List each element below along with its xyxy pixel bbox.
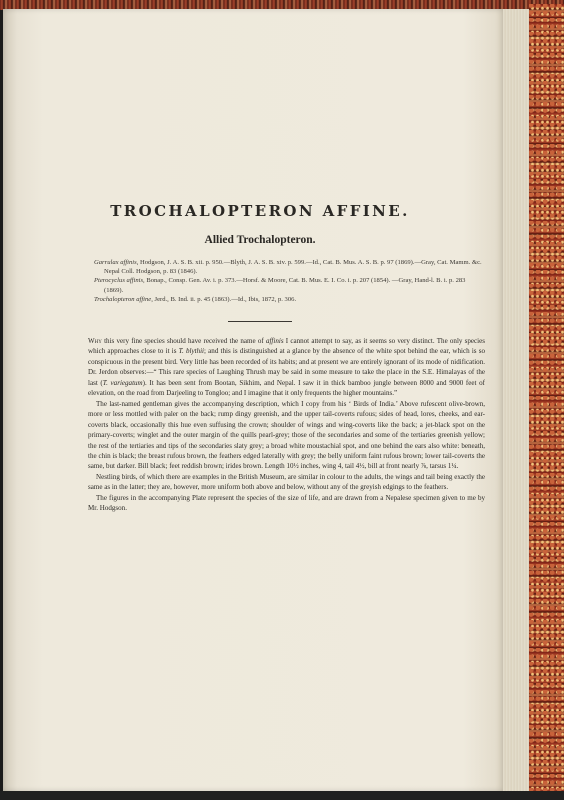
text-run: ; and this is distinguished at a glance by the absence of the white spot behind the ear, which is so conspicuous in the present bird. Very little has been recorded of its habits; and at present we are entirely ignorant of its mode of nidification. Dr. Jerdon observes:—“ This rare species of Laughing Thrush may be said in some measure to take the place in the S.E. Himalayas of the last ( [88,347,485,387]
book-bottom-edge [0,791,564,800]
synonym-citation: , Hodgson, J. A. S. B. xii. p. 950.—Blyth, J. A. S. B. xiv. p. 599.—Id., Cat. B. Mus. A. S. B. p. 97 (1869).—Gray, Cat. Mamm. &c. Nepal Coll. Hodgson, p. 83 (1846). [104,259,482,276]
species-title: TROCHALOPTERON AFFINE. [110,202,410,220]
synonym-entry [94,258,486,276]
italic-name: T. variegatum [102,378,143,387]
paragraph-plate-note: The figures in the accompanying Plate represent the species of the size of life, and are drawn from a Nepalese specimen given to me by Mr. Hodgson. [88,493,485,513]
page-stack-edges [503,9,529,791]
synonym-name: Garrulax affinis [94,259,137,266]
species-common-name: Allied Trochalopteron. [204,234,316,246]
dropcap: Why [88,337,102,345]
synonym-entry [94,295,486,304]
section-divider [228,321,292,322]
text-run: I cannot attempt to say, as it seems so very distinct. The only species which approaches close to it is [88,337,485,356]
paragraph-nestlings: Nestling birds, of which there are examples in the British Museum, are similar in colour to the adults, the wings and tail being exactly the same as in the latter; they are, however, more uniform both above and below, without any of the greyish edgings to the feathers. [88,472,485,492]
species-description [88,336,485,514]
italic-name: T. blythii [178,347,205,356]
italic-name: affinis [265,337,284,345]
synonym-entry [94,276,486,294]
text-run: ). It has been sent from Bootan, Sikhim, and Nepal. I saw it in thick bamboo jungle between 8000 and 9000 feet of elevation, on the road from Darjeeling to Tongloo; and I imagine that it only frequents the higher mountains.” [88,378,485,398]
synonym-name: Trochalopteron affine [94,295,152,303]
synonym-citation: , Jerd., B. Ind. ii. p. 45 (1863).—Id., Ibis, 1872, p. 306. [151,295,297,303]
synonym-citation: , Bonap., Consp. Gen. Av. i. p. 373.—Horsf. & Moore, Cat. B. Mus. E. I. Co. i. p. 207 (1854). —Gray, Hand-l. B. i. p. 283 (1869). [104,277,466,294]
paragraph-habits [88,336,485,399]
paragraph-description: The last-named gentleman gives the accompanying description, which I copy from his ‘ Birds of India.’ Above rufescent olive-brown, more or less mottled with paler on the back; rump dingy greenish, and the upper tail-coverts rufous; sides of head, lores, cheeks, and ear-coverts black, occasionally this hue even suffusing the crown; shoulder of wings and wing-coverts like the back; a jet-black spot on the primary-coverts; winglet and the outer margin of the quills pearl-grey; those of the secondaries and some of the tertiaries greenish yellow; the rest of the tertiaries and tips of the secondaries slaty grey; a broad white moustachial spot, and one behind the ears also white: beneath, the chin is black; the breast rufous brown, the feathers edged laterally with grey; the belly uniform faint rufous brown; lower tail-coverts the same, but darker. Bill black; feet reddish brown; irides brown. Length 10½ inches, wing 4, tail 4½, bill at front nearly ⅞, tarsus 1¼. [88,399,485,471]
text-run: this very fine species should have received the name of [101,337,266,345]
marbled-binding [529,4,564,794]
synonymy-block [94,258,486,304]
synonym-name: Pterocyclus affinis [94,277,144,285]
